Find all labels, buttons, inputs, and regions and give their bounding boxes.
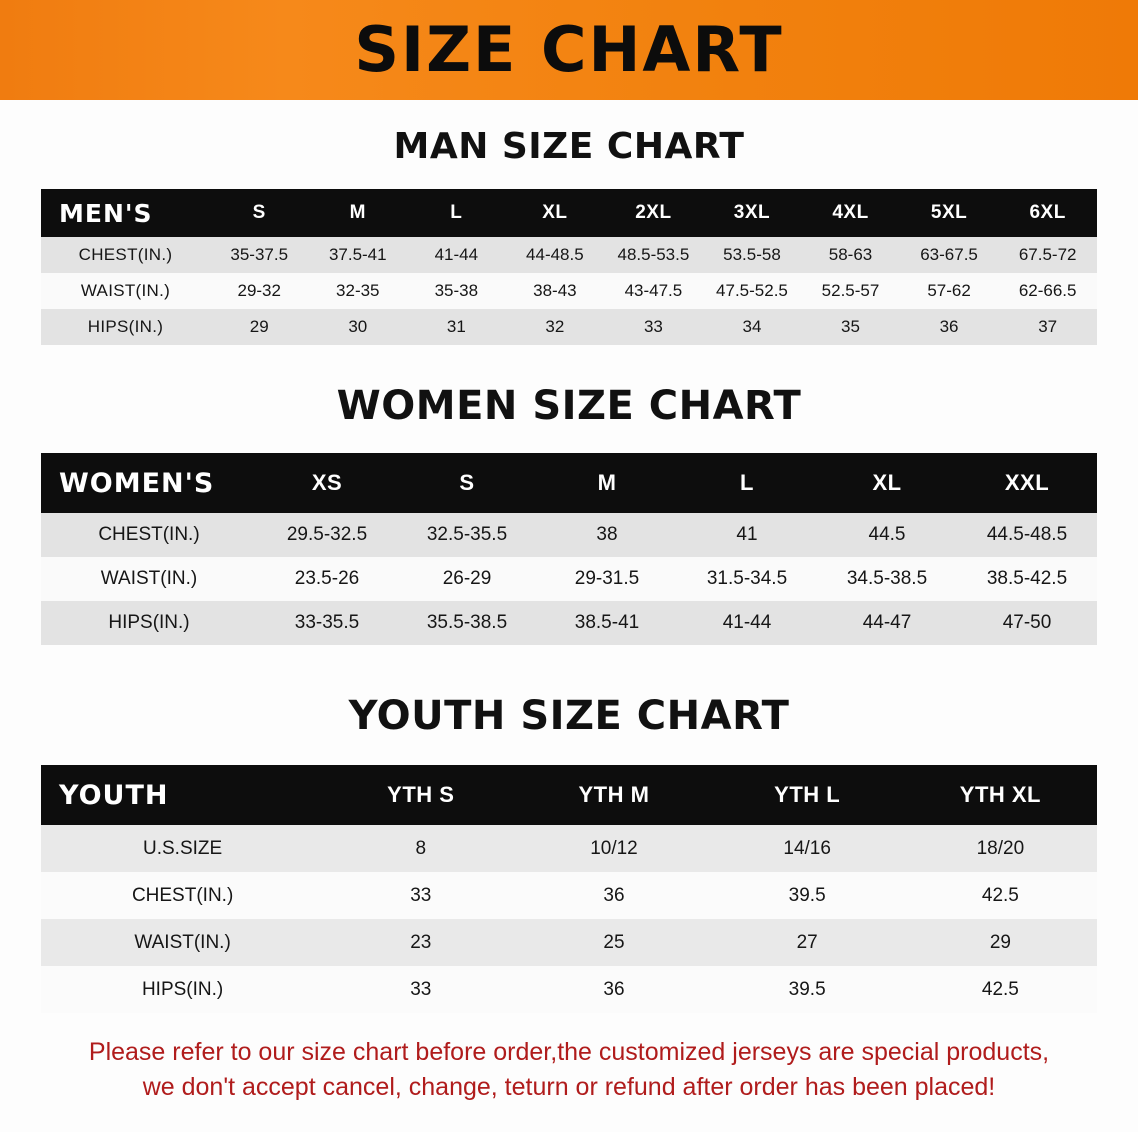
youth-cell-2-0: 23 — [410, 931, 432, 953]
youth-size-col-0: YTH S — [387, 782, 455, 807]
women-section-title: WOMEN SIZE CHART — [336, 383, 802, 429]
women-cell-2-4: 44-47 — [862, 612, 912, 633]
women-cell-1-0: 23.5-26 — [294, 568, 360, 589]
youth-table-wrapper — [41, 765, 1097, 1013]
women-cell-2-5: 47-50 — [1002, 612, 1052, 633]
youth-cell-2-2: 27 — [796, 931, 818, 953]
disclaimer-note — [39, 1035, 1099, 1104]
table-row — [41, 557, 1097, 601]
youth-cell-2-3: 29 — [989, 931, 1011, 953]
youth-size-col-1: YTH M — [578, 782, 650, 807]
man-table-wrapper — [41, 189, 1097, 345]
youth-section-title: YOUTH SIZE CHART — [348, 693, 790, 739]
youth-table-body — [41, 825, 1097, 1013]
disclaimer-line-2: we don't accept cancel, change, teturn or refund after order has been placed! — [142, 1072, 996, 1101]
man-size-col-7: 5XL — [930, 202, 968, 223]
man-cell-1-6: 52.5-57 — [821, 281, 880, 300]
man-cell-0-5: 53.5-58 — [723, 245, 781, 264]
page-title: SIZE CHART — [354, 13, 784, 86]
man-cell-0-7: 63-67.5 — [920, 245, 978, 264]
table-header-row — [41, 765, 1097, 825]
women-size-table — [41, 453, 1097, 645]
man-cell-1-8: 62-66.5 — [1018, 281, 1077, 300]
man-size-col-0: S — [252, 202, 266, 223]
man-size-col-2: L — [450, 202, 463, 223]
man-cell-1-3: 38-43 — [533, 281, 577, 300]
man-cell-0-3: 44-48.5 — [526, 245, 584, 264]
man-table-body — [41, 237, 1097, 345]
youth-cell-2-1: 25 — [603, 931, 625, 953]
disclaimer-line-1: Please refer to our size chart before order,the customized jerseys are special products, — [88, 1038, 1050, 1066]
man-cell-2-2: 31 — [446, 317, 466, 336]
man-cell-2-7: 36 — [939, 317, 959, 336]
table-row — [41, 872, 1097, 919]
man-cell-2-1: 30 — [348, 317, 368, 336]
women-size-col-1: S — [459, 470, 475, 495]
women-cell-2-3: 41-44 — [722, 612, 772, 633]
page-banner — [0, 0, 1138, 100]
women-cell-1-2: 29-31.5 — [574, 568, 640, 589]
women-corner-label: WOMEN'S — [59, 467, 215, 499]
man-cell-2-3: 32 — [545, 317, 565, 336]
man-table-header — [41, 189, 1097, 237]
man-cell-0-6: 58-63 — [828, 245, 873, 264]
youth-cell-1-2: 39.5 — [788, 884, 826, 906]
man-cell-1-5: 47.5-52.5 — [716, 281, 788, 300]
youth-cell-1-1: 36 — [603, 884, 625, 906]
man-cell-1-0: 29-32 — [237, 281, 281, 300]
women-cell-1-3: 31.5-34.5 — [706, 568, 788, 589]
man-cell-0-8: 67.5-72 — [1018, 245, 1077, 264]
man-size-col-3: XL — [542, 202, 568, 223]
youth-cell-1-3: 42.5 — [981, 884, 1019, 906]
women-cell-1-5: 38.5-42.5 — [986, 568, 1068, 589]
youth-row-label-2: WAIST(IN.) — [134, 931, 231, 953]
table-row — [41, 825, 1097, 872]
man-size-table — [41, 189, 1097, 345]
man-section-title: MAN SIZE CHART — [393, 126, 745, 167]
women-row-label-1: WAIST(IN.) — [100, 568, 198, 589]
man-cell-0-0: 35-37.5 — [230, 245, 289, 264]
man-cell-1-1: 32-35 — [336, 281, 380, 300]
table-row — [41, 601, 1097, 645]
man-row-label-2: HIPS(IN.) — [87, 317, 164, 336]
youth-size-table — [41, 765, 1097, 1013]
table-row — [41, 919, 1097, 966]
man-cell-0-2: 41-44 — [434, 245, 479, 264]
women-cell-1-1: 26-29 — [442, 568, 492, 589]
youth-row-label-1: CHEST(IN.) — [131, 884, 234, 906]
women-row-label-2: HIPS(IN.) — [108, 612, 190, 633]
man-cell-1-4: 43-47.5 — [624, 281, 683, 300]
table-row — [41, 309, 1097, 345]
man-cell-1-2: 35-38 — [434, 281, 479, 300]
table-header-row — [41, 189, 1097, 237]
youth-cell-3-1: 36 — [603, 978, 625, 1000]
youth-row-label-0: U.S.SIZE — [143, 837, 223, 859]
youth-corner-label: YOUTH — [59, 779, 169, 811]
women-table-wrapper — [41, 453, 1097, 645]
man-corner-label: MEN'S — [59, 198, 153, 228]
man-cell-0-1: 37.5-41 — [328, 245, 387, 264]
youth-size-col-2: YTH L — [774, 782, 841, 807]
man-size-col-6: 4XL — [832, 202, 869, 223]
man-size-col-5: 3XL — [733, 202, 771, 223]
women-cell-0-1: 32.5-35.5 — [426, 524, 508, 545]
man-cell-2-5: 34 — [742, 317, 762, 336]
women-row-label-0: CHEST(IN.) — [98, 524, 200, 545]
youth-cell-3-3: 42.5 — [981, 978, 1019, 1000]
man-cell-2-4: 33 — [643, 317, 663, 336]
man-cell-2-0: 29 — [249, 317, 269, 336]
man-size-col-4: 2XL — [635, 202, 672, 223]
youth-cell-0-0: 8 — [415, 837, 427, 859]
youth-size-col-3: YTH XL — [959, 782, 1041, 807]
youth-cell-0-2: 14/16 — [783, 837, 831, 859]
women-size-col-5: XXL — [1004, 470, 1050, 495]
man-row-label-1: WAIST(IN.) — [80, 281, 171, 300]
table-row — [41, 966, 1097, 1013]
youth-row-label-3: HIPS(IN.) — [141, 978, 224, 1000]
women-cell-0-3: 41 — [736, 524, 758, 545]
man-row-label-0: CHEST(IN.) — [78, 245, 173, 264]
women-table-body — [41, 513, 1097, 645]
youth-cell-0-1: 10/12 — [590, 837, 638, 859]
women-cell-2-2: 38.5-41 — [574, 612, 640, 633]
man-size-col-8: 6XL — [1029, 202, 1066, 223]
man-size-col-1: M — [349, 202, 366, 223]
man-cell-1-7: 57-62 — [927, 281, 971, 300]
women-table-header — [41, 453, 1097, 513]
women-size-col-0: XS — [311, 470, 343, 495]
women-cell-1-4: 34.5-38.5 — [846, 568, 928, 589]
youth-cell-1-0: 33 — [410, 884, 432, 906]
youth-cell-3-0: 33 — [410, 978, 432, 1000]
women-cell-2-1: 35.5-38.5 — [426, 612, 508, 633]
women-cell-0-4: 44.5 — [868, 524, 906, 545]
youth-cell-0-3: 18/20 — [976, 837, 1025, 859]
women-size-col-4: XL — [872, 470, 902, 495]
women-size-col-2: M — [597, 470, 617, 495]
women-cell-2-0: 33-35.5 — [294, 612, 360, 633]
table-row — [41, 237, 1097, 273]
man-cell-0-4: 48.5-53.5 — [617, 245, 690, 264]
man-cell-2-8: 37 — [1038, 317, 1058, 336]
women-cell-0-2: 38 — [596, 524, 618, 545]
youth-table-header — [41, 765, 1097, 825]
table-row — [41, 273, 1097, 309]
table-row — [41, 513, 1097, 557]
women-size-col-3: L — [740, 470, 754, 495]
women-cell-0-5: 44.5-48.5 — [986, 524, 1068, 545]
women-cell-0-0: 29.5-32.5 — [286, 524, 368, 545]
table-header-row — [41, 453, 1097, 513]
youth-cell-3-2: 39.5 — [788, 978, 826, 1000]
man-cell-2-6: 35 — [841, 317, 860, 336]
